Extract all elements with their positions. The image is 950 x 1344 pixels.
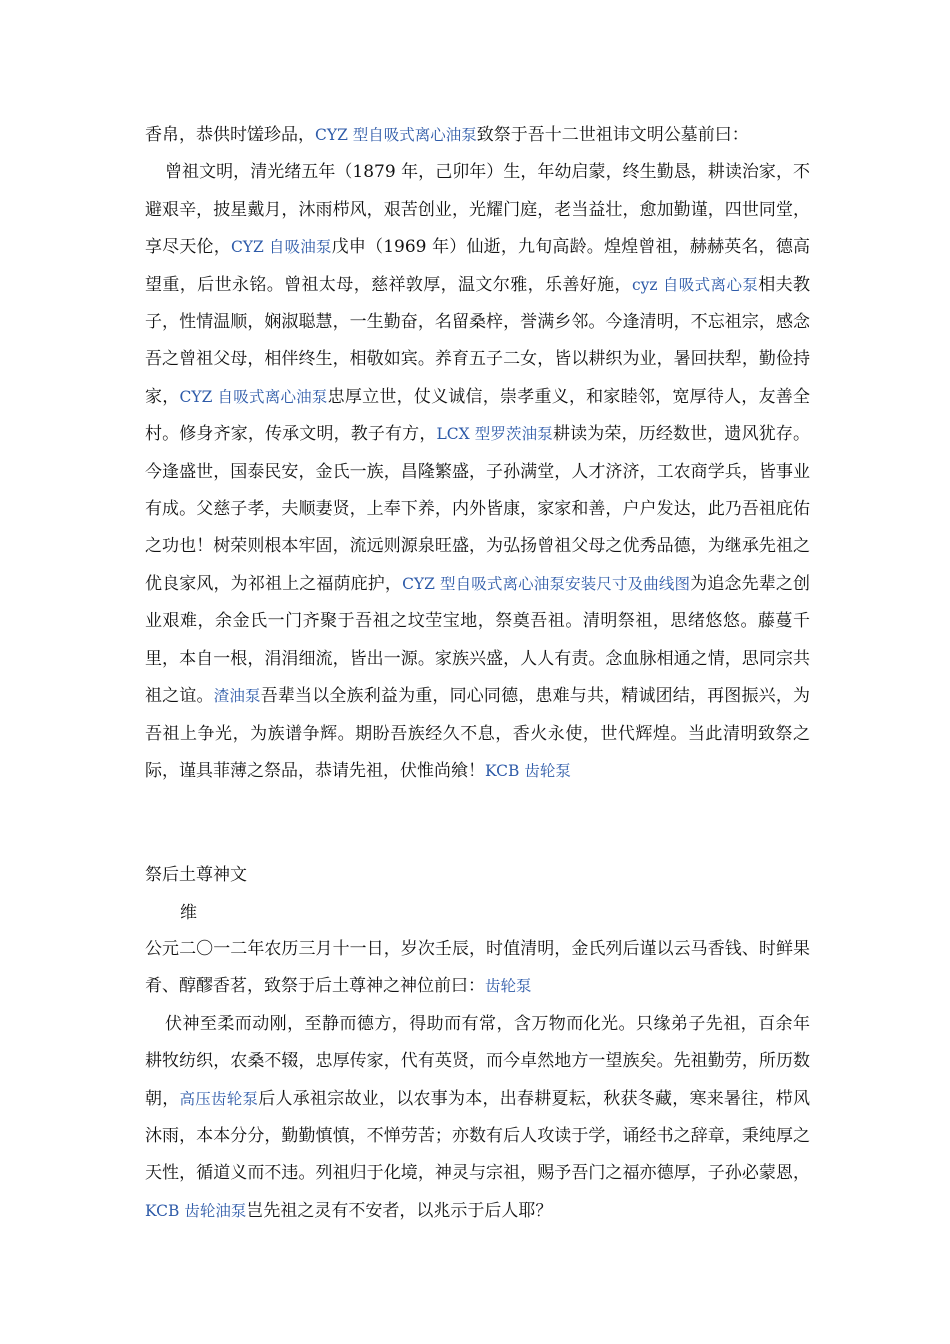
paragraph-text: 曾祖文明，清光绪五年（1879 年，己卯年）生，年幼启蒙，终生勤恳，耕读治家，不避艰辛，披星戴月，沐雨栉风，艰苦创业，光耀门庭，老当益壮，愈加勤谨，四世同堂，享尽天伦，	[145, 162, 810, 258]
pump-link[interactable]: CYZ 自吸油泵	[230, 238, 332, 257]
paragraph-text: 吾辈当以全族利益为重，同心同德，患难与共，精诚团结，再图振兴，为吾祖上争光，为族谱争辉。期盼吾族经久不息，香火永使，世代辉煌。当此清明致祭之际，谨具菲薄之祭品，恭请先祖，伏惟尚飨！	[145, 686, 810, 781]
paragraph-text: 岂先祖之灵有不安者，以兆示于后人耶？	[246, 1200, 553, 1221]
pump-link[interactable]: CYZ 型自吸式离心油泵安装尺寸及曲线图	[402, 574, 691, 593]
intro-text: 公元二〇一二年农历三月十一日，岁次壬辰，时值清明，金氏列后谨以云马香钱、时鲜果肴、醇醪香茗，致祭于后土尊神之神位前曰：	[145, 939, 810, 997]
body-paragraph	[145, 154, 810, 790]
pump-link[interactable]: KCB 齿轮泵	[485, 761, 571, 780]
intro-text-cont: 致祭于吾十二世祖讳文明公墓前曰：	[476, 125, 749, 145]
pump-link[interactable]: 渣油泵	[213, 687, 261, 706]
pump-link[interactable]: KCB 齿轮油泵	[145, 1201, 247, 1220]
intro-text: 香帛，恭供时馐珍品，	[145, 125, 315, 145]
section-heading: 祭后土尊神文	[145, 865, 247, 885]
intro-paragraph	[145, 931, 810, 1006]
paragraph-text: 为追念先辈之创业艰难，余金氏一门齐聚于吾祖之坟茔宝地，祭奠吾祖。清明祭祖，思绪悠悠。藤蔓千里，本自一根，涓涓细流，皆出一源。家族兴盛，人人有责。念血脉相通之情，思同宗共祖之谊。	[145, 573, 811, 707]
pump-link[interactable]: CYZ 自吸式离心油泵	[179, 387, 328, 406]
prayer-text-block	[145, 931, 810, 1230]
paragraph-text: 忠厚立世，仗义诚信，崇孝重义，和家睦邻，宽厚待人，友善全村。修身齐家，传承文明，教子有方，	[145, 386, 811, 445]
pump-link[interactable]: cyz 自吸式离心泵	[631, 275, 759, 294]
body-paragraph	[145, 1006, 810, 1230]
pump-link[interactable]: CYZ 型自吸式离心油泵	[315, 126, 477, 144]
intro-paragraph	[145, 117, 810, 154]
memorial-text-block	[145, 117, 810, 790]
paragraph-text: 相夫教子，性情温顺，娴淑聪慧，一生勤奋，名留桑梓，誉满乡邻。今逢清明，不忘祖宗，感念吾之曾祖父母，相伴终生，相敬如宾。养育五子二女，皆以耕织为业，暑回扶犁，勤俭持家，	[145, 274, 811, 407]
pump-link[interactable]: 高压齿轮泵	[179, 1089, 259, 1108]
opening-word: 维	[180, 903, 197, 923]
pump-link[interactable]: LCX 型罗茨油泵	[436, 425, 553, 444]
paragraph-text: 耕读为荣，历经数世，遗风犹存。今逢盛世，国泰民安，金氏一族，昌隆繁盛，子孙满堂，人才济济，工农商学兵，皆事业有成。父慈子孝，夫顺妻贤，上奉下养，内外皆康，家家和善，户户发达，此乃吾祖庇佑之功也！树荣则根本牢固，流远则源泉旺盛，为弘扬曾祖父母之优秀品德，为继承先祖之优良家风，为祁祖上之福荫庇护，	[145, 424, 811, 594]
paragraph-text: 戊申（1969 年）仙逝，九旬高龄。煌煌曾祖，赫赫英名，德高望重，后世永铭。曾祖太母，慈祥敦厚，温文尔雅，乐善好施，	[145, 237, 811, 295]
pump-link[interactable]: 齿轮泵	[485, 977, 532, 996]
paragraph-text: 伏神至柔而动刚，至静而德方，得助而有常，含万物而化光。只缘弟子先祖，百余年耕牧纺织，农桑不辍，忠厚传家，代有英贤，而今卓然地方一望族矣。先祖勤劳，所历数朝，	[145, 1013, 810, 1109]
paragraph-text: 后人承祖宗故业，以农事为本，出春耕夏耘，秋获冬藏，寒来暑往，栉风沐雨，本本分分，勤勤慎慎，不惮劳苦；亦数有后人攻读于学，诵经书之辞章，秉纯厚之天性，循道义而不违。列祖归于化境，神灵与宗祖，赐予吾门之福亦德厚，子孙必蒙恩，	[145, 1088, 810, 1184]
